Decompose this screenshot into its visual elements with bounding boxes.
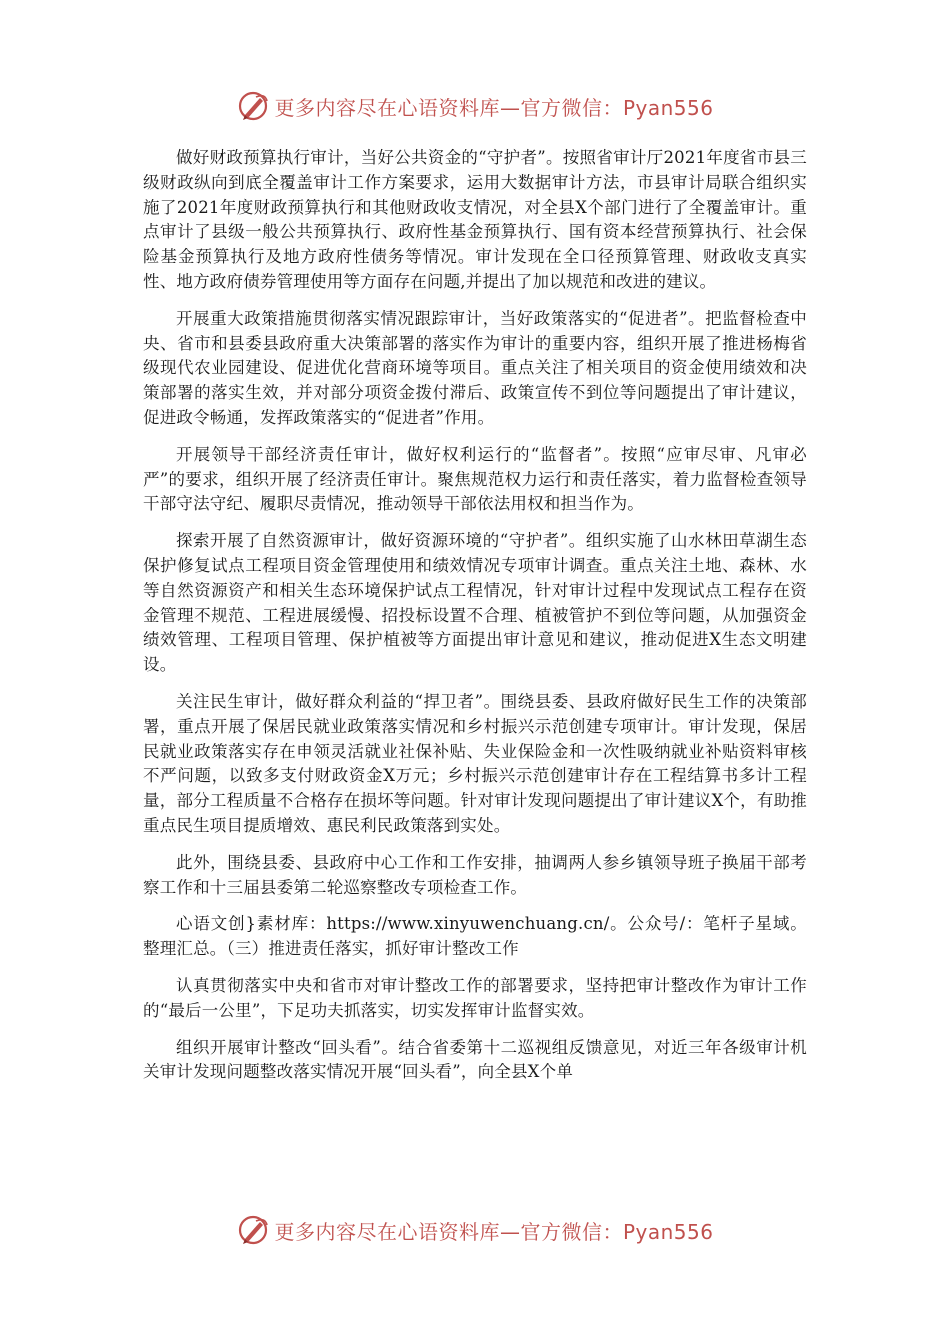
paragraph: 组织开展审计整改“回头看”。结合省委第十二巡视组反馈意见，对近三年各级审计机关审计发现问题整改落实情况开展“回头看”，向全县X个单 [143,1037,807,1082]
header-banner [0,86,950,126]
footer-banner [0,1210,950,1250]
banner-text: 更多内容尽在心语资料库—官方微信：Pyan556 [274,1219,714,1244]
paragraph: 关注民生审计，做好群众利益的“捍卫者”。围绕县委、县政府做好民生工作的决策部署，重点开展了保居民就业政策落实情况和乡村振兴示范创建专项审计。审计发现，保居民就业政策落实存在申领灵活就业社保补贴、失业保险金和一次性吸纳就业补贴资料审核不严问题，以致多支付财政资金X万元；乡村振兴示范创建审计存在工程结算书多计工程量，部分工程质量不合格存在损坏等问题。针对审计发现问题提出了审计建议X个，有助推重点民生项目提质增效、惠民利民政策落到实处。 [143,691,807,835]
document-body [143,146,807,1097]
paragraph: 此外，围绕县委、县政府中心工作和工作安排，抽调两人参乡镇领导班子换届干部考察工作和十三届县委第二轮巡察整改专项检查工作。 [143,852,807,897]
paragraph: 开展重大政策措施贯彻落实情况跟踪审计，当好政策落实的“促进者”。把监督检查中央、省市和县委县政府重大决策部署的落实作为审计的重要内容，组织开展了推进杨梅省级现代农业园建设、促进优化营商环境等项目。重点关注了相关项目的资金使用绩效和决策部署的落实生效，并对部分项资金拨付滞后、政策宣传不到位等问题提出了审计建议，促进政令畅通，发挥政策落实的“促进者”作用。 [143,308,807,427]
paragraph: 心语文创}素材库：https://www.xinyuwenchuang.cn/。公众号/：笔杆子星域。整理汇总。（三）推进责任落实，抓好审计整改工作 [143,914,807,959]
pen-logo-icon [236,1213,270,1247]
paragraph: 认真贯彻落实中央和省市对审计整改工作的部署要求，坚持把审计整改作为审计工作的“最后一公里”，下足功夫抓落实，切实发挥审计监督实效。 [143,975,807,1020]
paragraph: 开展领导干部经济责任审计，做好权利运行的“监督者”。按照“应审尽审、凡审必严”的要求，组织开展了经济责任审计。聚焦规范权力运行和责任落实，着力监督检查领导干部守法守纪、履职尽责情况，推动领导干部依法用权和担当作为。 [143,444,807,514]
paragraph: 做好财政预算执行审计，当好公共资金的“守护者”。按照省审计厅2021年度省市县三级财政纵向到底全覆盖审计工作方案要求，运用大数据审计方法，市县审计局联合组织实施了2021年度财政预算执行和其他财政收支情况，对全县X个部门进行了全覆盖审计。重点审计了县级一般公共预算执行、政府性基金预算执行、国有资本经营预算执行、社会保险基金预算执行及地方政府性债务等情况。审计发现在全口径预算管理、财政收支真实性、地方政府债券管理使用等方面存在问题,并提出了加以规范和改进的建议。 [143,148,807,291]
paragraph: 探索开展了自然资源审计，做好资源环境的“守护者”。组织实施了山水林田草湖生态保护修复试点工程项目资金管理使用和绩效情况专项审计调查。重点关注土地、森林、水等自然资源资产和相关生态环境保护试点工程情况，针对审计过程中发现试点工程存在资金管理不规范、工程进展缓慢、招投标设置不合理、植被管护不到位等问题，从加强资金绩效管理、工程项目管理、保护植被等方面提出审计意见和建议，推动促进X生态文明建设。 [143,531,807,675]
pen-logo-icon [236,89,270,123]
banner-text: 更多内容尽在心语资料库—官方微信：Pyan556 [274,95,714,120]
